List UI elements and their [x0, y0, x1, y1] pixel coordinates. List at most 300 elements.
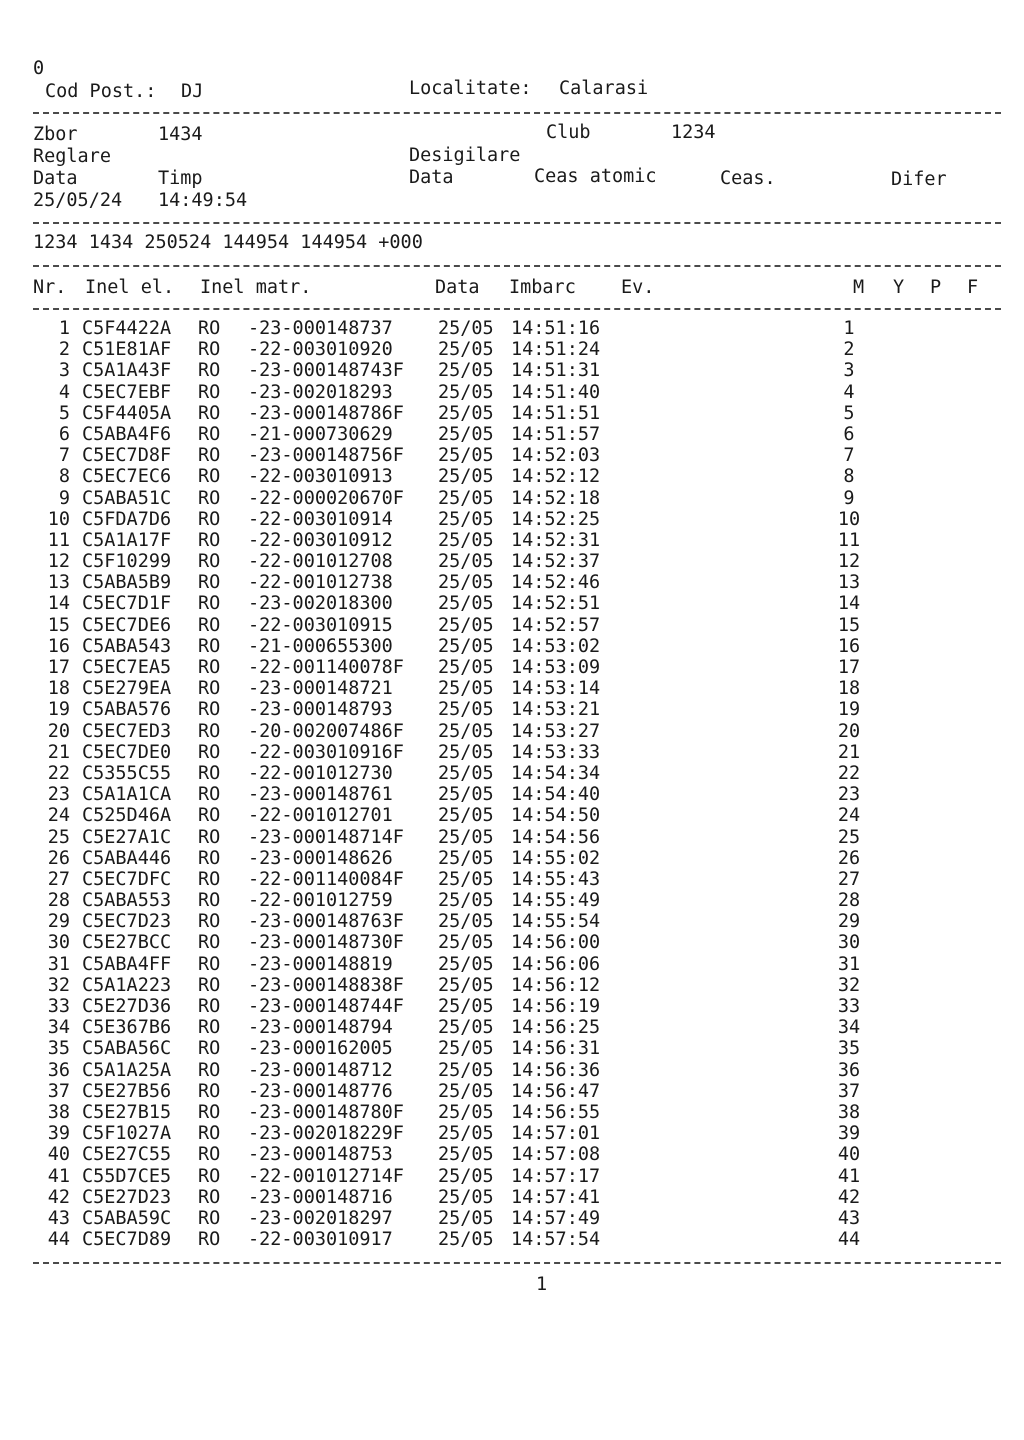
rank-m: 33	[837, 996, 861, 1017]
ring-country: RO	[198, 402, 221, 424]
arrival-date: 25/05	[438, 974, 494, 996]
table-row	[0, 382, 1024, 403]
ring-electronic: C5A1A1CA	[82, 784, 172, 806]
row-number: 8	[58, 466, 70, 488]
ring-registration: -22-001012738	[248, 572, 393, 594]
table-row	[0, 805, 1024, 826]
ring-electronic: C5FDA7D6	[82, 508, 172, 530]
ring-country: RO	[198, 635, 221, 657]
arrival-time: 14:54:56	[511, 826, 601, 848]
table-row	[0, 466, 1024, 487]
col-header-inel-matr: Inel matr.	[200, 277, 312, 298]
arrival-date: 25/05	[438, 805, 494, 827]
ring-registration: -23-002018293	[248, 381, 393, 403]
col-header-inel-el: Inel el.	[85, 277, 175, 298]
table-row	[0, 911, 1024, 932]
divider	[33, 1262, 1001, 1264]
rank-m: 9	[843, 487, 855, 509]
table-row	[0, 975, 1024, 996]
table-row	[0, 530, 1024, 551]
arrival-time: 14:56:19	[511, 996, 601, 1017]
table-row	[0, 932, 1024, 953]
arrival-date: 25/05	[438, 635, 494, 657]
row-number: 28	[47, 890, 70, 912]
rank-m: 2	[843, 339, 855, 361]
reglare-timp-value: 14:49:54	[158, 190, 248, 211]
rank-m: 20	[837, 720, 861, 742]
ceas-atomic-label: Ceas atomic	[534, 166, 657, 187]
row-number: 22	[47, 762, 70, 784]
ring-registration: -23-000148793	[248, 699, 393, 721]
ring-electronic: C5E27D36	[82, 996, 172, 1017]
ring-country: RO	[198, 678, 221, 700]
zbor-label: Zbor	[33, 124, 78, 145]
arrival-date: 25/05	[438, 953, 494, 975]
arrival-time: 14:55:02	[511, 847, 601, 869]
summary-line: 1234 1434 250524 144954 144954 +000	[33, 232, 423, 253]
table-row	[0, 572, 1024, 593]
arrival-time: 14:56:55	[511, 1101, 601, 1123]
arrival-time: 14:53:09	[511, 657, 601, 678]
rank-m: 23	[837, 784, 861, 806]
arrival-time: 14:55:43	[511, 868, 601, 890]
ring-electronic: C5EC7EA5	[82, 657, 172, 678]
rank-m: 16	[837, 635, 861, 657]
arrival-time: 14:51:57	[511, 423, 601, 445]
ring-registration: -23-000148819	[248, 953, 393, 975]
ring-registration: -23-000148753	[248, 1144, 393, 1166]
col-header-y: Y	[893, 277, 905, 298]
cod-post-label: Cod Post.:	[45, 81, 157, 102]
rank-m: 34	[837, 1017, 861, 1039]
col-header-f: F	[967, 277, 979, 298]
ring-registration: -22-000020670F	[248, 487, 404, 509]
ring-registration: -23-000148794	[248, 1017, 393, 1039]
table-row	[0, 848, 1024, 869]
arrival-time: 14:56:00	[511, 932, 601, 954]
table-row	[0, 360, 1024, 381]
ring-country: RO	[198, 657, 221, 678]
table-row	[0, 1166, 1024, 1187]
col-header-nr: Nr.	[33, 277, 67, 298]
ring-country: RO	[198, 1080, 221, 1102]
table-row	[0, 869, 1024, 890]
ring-electronic: C5ABA543	[82, 635, 172, 657]
arrival-time: 14:51:24	[511, 339, 601, 361]
row-number: 11	[47, 529, 70, 551]
arrival-date: 25/05	[438, 402, 494, 424]
ring-electronic: C525D46A	[82, 805, 172, 827]
arrival-date: 25/05	[438, 360, 494, 382]
rank-m: 14	[837, 593, 861, 615]
table-row	[0, 763, 1024, 784]
ring-country: RO	[198, 699, 221, 721]
ring-registration: -22-001012701	[248, 805, 393, 827]
row-number: 34	[47, 1017, 70, 1039]
desigilare-label: Desigilare	[409, 145, 521, 166]
ring-registration: -22-003010912	[248, 529, 393, 551]
table-row	[0, 657, 1024, 678]
ring-country: RO	[198, 953, 221, 975]
ring-country: RO	[198, 1229, 221, 1251]
rank-m: 18	[837, 678, 861, 700]
ring-electronic: C5ABA56C	[82, 1038, 172, 1060]
arrival-time: 14:54:50	[511, 805, 601, 827]
ring-registration: -23-002018229F	[248, 1123, 404, 1145]
table-row	[0, 339, 1024, 360]
ring-electronic: C5F10299	[82, 551, 172, 573]
arrival-date: 25/05	[438, 1144, 494, 1166]
arrival-date: 25/05	[438, 741, 494, 763]
ring-registration: -21-000655300	[248, 635, 393, 657]
table-row	[0, 742, 1024, 763]
ring-country: RO	[198, 932, 221, 954]
rank-m: 40	[837, 1144, 861, 1166]
ring-country: RO	[198, 1038, 221, 1060]
arrival-date: 25/05	[438, 847, 494, 869]
ceas-label: Ceas.	[720, 168, 776, 189]
arrival-time: 14:52:57	[511, 614, 601, 636]
ring-electronic: C5E27B56	[82, 1080, 172, 1102]
ring-electronic: C55D7CE5	[82, 1165, 172, 1187]
row-number: 10	[47, 508, 70, 530]
arrival-time: 14:53:27	[511, 720, 601, 742]
ring-registration: -23-000148761	[248, 784, 393, 806]
row-number: 16	[47, 635, 70, 657]
table-row	[0, 954, 1024, 975]
row-number: 18	[47, 678, 70, 700]
arrival-time: 14:56:36	[511, 1059, 601, 1081]
row-number: 38	[47, 1101, 70, 1123]
rank-m: 35	[837, 1038, 861, 1060]
rank-m: 32	[837, 974, 861, 996]
arrival-time: 14:55:54	[511, 911, 601, 933]
rank-m: 5	[843, 402, 855, 424]
ring-country: RO	[198, 890, 221, 912]
row-number: 7	[58, 445, 70, 467]
arrival-time: 14:52:12	[511, 466, 601, 488]
localitate-value: Calarasi	[559, 78, 649, 99]
table-row	[0, 1144, 1024, 1165]
divider	[33, 265, 1001, 267]
table-row	[0, 551, 1024, 572]
ring-country: RO	[198, 318, 221, 339]
rank-m: 39	[837, 1123, 861, 1145]
ring-electronic: C5ABA553	[82, 890, 172, 912]
ring-electronic: C5EC7EC6	[82, 466, 172, 488]
arrival-date: 25/05	[438, 466, 494, 488]
rank-m: 38	[837, 1101, 861, 1123]
arrival-date: 25/05	[438, 381, 494, 403]
table-row	[0, 721, 1024, 742]
ring-registration: -22-001012708	[248, 551, 393, 573]
rank-m: 1	[843, 318, 855, 339]
ring-registration: -23-002018300	[248, 593, 393, 615]
row-number: 44	[47, 1229, 70, 1251]
ring-country: RO	[198, 1017, 221, 1039]
ring-registration: -23-000148716	[248, 1186, 393, 1208]
ring-electronic: C5ABA4FF	[82, 953, 172, 975]
arrival-time: 14:57:41	[511, 1186, 601, 1208]
ring-electronic: C51E81AF	[82, 339, 172, 361]
ring-registration: -23-000148763F	[248, 911, 404, 933]
rank-m: 29	[837, 911, 861, 933]
rank-m: 37	[837, 1080, 861, 1102]
rank-m: 15	[837, 614, 861, 636]
row-number: 2	[58, 339, 70, 361]
ring-electronic: C5EC7ED3	[82, 720, 172, 742]
ring-registration: -23-000148744F	[248, 996, 404, 1017]
ring-country: RO	[198, 339, 221, 361]
ring-registration: -21-000730629	[248, 423, 393, 445]
rank-m: 43	[837, 1207, 861, 1229]
ring-country: RO	[198, 996, 221, 1017]
ring-country: RO	[198, 614, 221, 636]
ring-registration: -22-003010913	[248, 466, 393, 488]
ring-country: RO	[198, 1186, 221, 1208]
rank-m: 44	[837, 1229, 861, 1251]
ring-electronic: C5ABA446	[82, 847, 172, 869]
table-row	[0, 890, 1024, 911]
ring-country: RO	[198, 826, 221, 848]
ring-electronic: C5EC7DFC	[82, 868, 172, 890]
ring-electronic: C5ABA59C	[82, 1207, 172, 1229]
page-marker: 0	[33, 58, 45, 79]
rank-m: 11	[837, 529, 861, 551]
arrival-date: 25/05	[438, 762, 494, 784]
arrival-date: 25/05	[438, 445, 494, 467]
arrival-date: 25/05	[438, 1017, 494, 1039]
row-number: 42	[47, 1186, 70, 1208]
arrival-time: 14:53:21	[511, 699, 601, 721]
table-row	[0, 827, 1024, 848]
rank-m: 17	[837, 657, 861, 678]
arrival-date: 25/05	[438, 826, 494, 848]
arrival-time: 14:56:06	[511, 953, 601, 975]
arrival-date: 25/05	[438, 720, 494, 742]
arrival-date: 25/05	[438, 1229, 494, 1251]
row-number: 5	[58, 402, 70, 424]
row-number: 39	[47, 1123, 70, 1145]
col-header-p: P	[930, 277, 942, 298]
table-row	[0, 509, 1024, 530]
ring-registration: -22-003010920	[248, 339, 393, 361]
ring-country: RO	[198, 593, 221, 615]
row-number: 3	[58, 360, 70, 382]
ring-registration: -23-000148776	[248, 1080, 393, 1102]
club-value: 1234	[671, 122, 716, 143]
row-number: 21	[47, 741, 70, 763]
arrival-date: 25/05	[438, 551, 494, 573]
rank-m: 10	[837, 508, 861, 530]
ring-electronic: C5E279EA	[82, 678, 172, 700]
ring-registration: -22-001140078F	[248, 657, 404, 678]
row-number: 35	[47, 1038, 70, 1060]
arrival-date: 25/05	[438, 572, 494, 594]
ring-registration: -23-002018297	[248, 1207, 393, 1229]
ring-electronic: C5A1A43F	[82, 360, 172, 382]
arrival-time: 14:52:46	[511, 572, 601, 594]
ring-country: RO	[198, 1123, 221, 1145]
arrival-date: 25/05	[438, 1080, 494, 1102]
arrival-time: 14:57:49	[511, 1207, 601, 1229]
ring-country: RO	[198, 741, 221, 763]
arrival-time: 14:51:16	[511, 318, 601, 339]
ring-registration: -23-000148721	[248, 678, 393, 700]
ring-country: RO	[198, 911, 221, 933]
ring-country: RO	[198, 805, 221, 827]
arrival-date: 25/05	[438, 890, 494, 912]
rank-m: 6	[843, 423, 855, 445]
ring-registration: -23-000148743F	[248, 360, 404, 382]
ring-registration: -23-000148737	[248, 318, 393, 339]
table-row	[0, 1187, 1024, 1208]
ring-electronic: C5ABA576	[82, 699, 172, 721]
ring-electronic: C5F4405A	[82, 402, 172, 424]
club-label: Club	[546, 122, 591, 143]
col-header-ev: Ev.	[621, 277, 655, 298]
arrival-time: 14:52:37	[511, 551, 601, 573]
arrival-time: 14:57:01	[511, 1123, 601, 1145]
arrival-date: 25/05	[438, 1059, 494, 1081]
ring-electronic: C5ABA51C	[82, 487, 172, 509]
ring-registration: -23-000148756F	[248, 445, 404, 467]
row-number: 20	[47, 720, 70, 742]
ring-country: RO	[198, 1144, 221, 1166]
arrival-time: 14:55:49	[511, 890, 601, 912]
divider	[33, 112, 1001, 114]
arrival-date: 25/05	[438, 1165, 494, 1187]
rank-m: 25	[837, 826, 861, 848]
ring-country: RO	[198, 1165, 221, 1187]
arrival-time: 14:52:18	[511, 487, 601, 509]
difer-label: Difer	[891, 169, 947, 190]
arrival-time: 14:57:17	[511, 1165, 601, 1187]
table-row	[0, 1081, 1024, 1102]
rank-m: 31	[837, 953, 861, 975]
arrival-time: 14:53:02	[511, 635, 601, 657]
ring-electronic: C5EC7DE0	[82, 741, 172, 763]
ring-country: RO	[198, 720, 221, 742]
arrival-date: 25/05	[438, 529, 494, 551]
rank-m: 8	[843, 466, 855, 488]
rank-m: 12	[837, 551, 861, 573]
ring-country: RO	[198, 360, 221, 382]
ring-country: RO	[198, 572, 221, 594]
arrival-time: 14:52:51	[511, 593, 601, 615]
table-row	[0, 996, 1024, 1017]
row-number: 37	[47, 1080, 70, 1102]
desigilare-data-label: Data	[409, 167, 454, 188]
ring-electronic: C5EC7EBF	[82, 381, 172, 403]
ring-country: RO	[198, 381, 221, 403]
table-row	[0, 445, 1024, 466]
table-row	[0, 318, 1024, 339]
rank-m: 28	[837, 890, 861, 912]
ring-electronic: C5A1A17F	[82, 529, 172, 551]
arrival-time: 14:52:31	[511, 529, 601, 551]
reglare-label: Reglare	[33, 146, 111, 167]
row-number: 31	[47, 953, 70, 975]
table-row	[0, 1038, 1024, 1059]
row-number: 24	[47, 805, 70, 827]
results-table	[0, 318, 1024, 1250]
ring-country: RO	[198, 1207, 221, 1229]
cod-post-value: DJ	[181, 81, 204, 102]
arrival-date: 25/05	[438, 1101, 494, 1123]
arrival-time: 14:52:03	[511, 445, 601, 467]
ring-country: RO	[198, 466, 221, 488]
row-number: 27	[47, 868, 70, 890]
row-number: 43	[47, 1207, 70, 1229]
arrival-time: 14:51:40	[511, 381, 601, 403]
arrival-time: 14:51:51	[511, 402, 601, 424]
arrival-time: 14:56:47	[511, 1080, 601, 1102]
ring-registration: -23-000148714F	[248, 826, 404, 848]
ring-electronic: C5E27C55	[82, 1144, 172, 1166]
rank-m: 30	[837, 932, 861, 954]
ring-country: RO	[198, 762, 221, 784]
arrival-time: 14:53:14	[511, 678, 601, 700]
rank-m: 24	[837, 805, 861, 827]
arrival-date: 25/05	[438, 657, 494, 678]
ring-registration: -23-000162005	[248, 1038, 393, 1060]
ring-country: RO	[198, 1101, 221, 1123]
arrival-date: 25/05	[438, 996, 494, 1017]
rank-m: 4	[843, 381, 855, 403]
arrival-date: 25/05	[438, 487, 494, 509]
ring-electronic: C5E27D23	[82, 1186, 172, 1208]
arrival-date: 25/05	[438, 678, 494, 700]
row-number: 33	[47, 996, 70, 1017]
ring-electronic: C5EC7D89	[82, 1229, 172, 1251]
row-number: 9	[58, 487, 70, 509]
timp-label: Timp	[158, 168, 203, 189]
row-number: 25	[47, 826, 70, 848]
ring-registration: -22-003010914	[248, 508, 393, 530]
arrival-date: 25/05	[438, 318, 494, 339]
ring-electronic: C5A1A25A	[82, 1059, 172, 1081]
ring-electronic: C5E27A1C	[82, 826, 172, 848]
arrival-time: 14:51:31	[511, 360, 601, 382]
row-number: 36	[47, 1059, 70, 1081]
row-number: 4	[58, 381, 70, 403]
rank-m: 26	[837, 847, 861, 869]
localitate-label: Localitate:	[409, 78, 532, 99]
ring-country: RO	[198, 974, 221, 996]
arrival-time: 14:54:34	[511, 762, 601, 784]
ring-registration: -22-001012730	[248, 762, 393, 784]
arrival-time: 14:52:25	[511, 508, 601, 530]
ring-registration: -22-001012714F	[248, 1165, 404, 1187]
row-number: 12	[47, 551, 70, 573]
ring-registration: -20-002007486F	[248, 720, 404, 742]
ring-registration: -23-000148786F	[248, 402, 404, 424]
arrival-date: 25/05	[438, 1123, 494, 1145]
ring-country: RO	[198, 847, 221, 869]
ring-registration: -23-000148730F	[248, 932, 404, 954]
row-number: 17	[47, 657, 70, 678]
ring-electronic: C5F1027A	[82, 1123, 172, 1145]
ring-country: RO	[198, 551, 221, 573]
arrival-time: 14:54:40	[511, 784, 601, 806]
row-number: 32	[47, 974, 70, 996]
rank-m: 36	[837, 1059, 861, 1081]
arrival-time: 14:56:31	[511, 1038, 601, 1060]
table-row	[0, 593, 1024, 614]
ring-electronic: C5EC7D23	[82, 911, 172, 933]
table-row	[0, 424, 1024, 445]
